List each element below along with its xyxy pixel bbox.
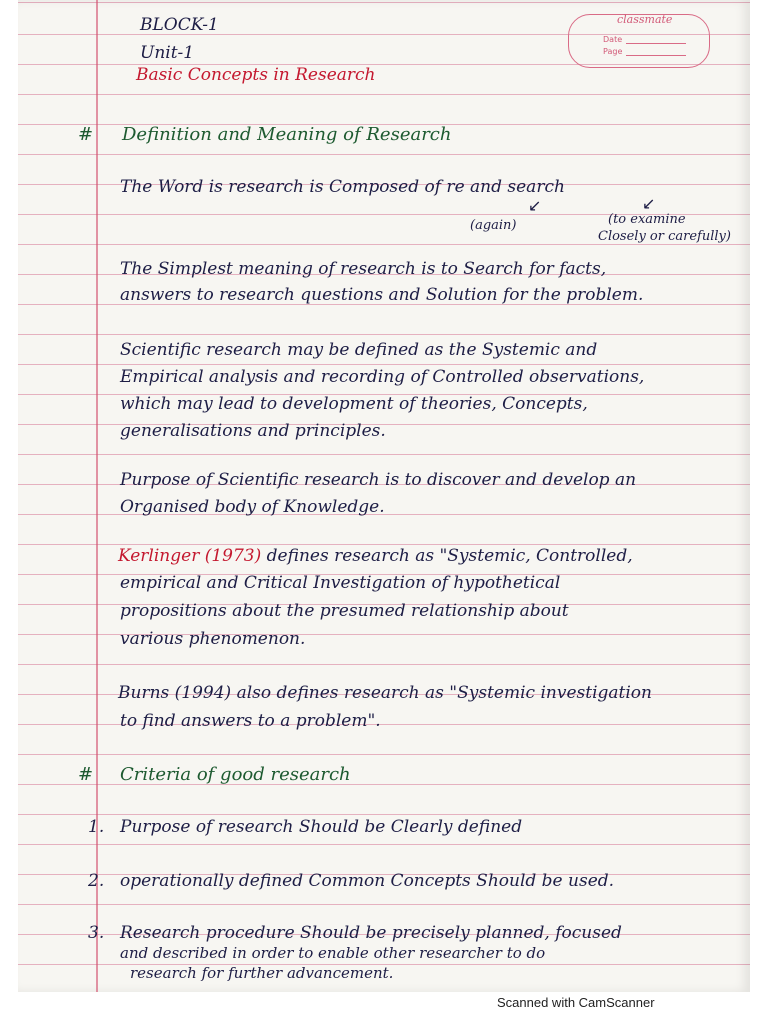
stamp-brand: classmate (617, 13, 673, 26)
scientific-line-4: generalisations and principles. (120, 421, 386, 441)
criteria-item-continued: research for further advancement. (130, 964, 394, 982)
section-heading: Criteria of good research (120, 764, 351, 785)
criteria-item: Purpose of research Should be Clearly defined (120, 817, 523, 837)
block-label: BLOCK-1 (140, 15, 219, 35)
scientific-line-2: Empirical analysis and recording of Controlled observations, (120, 367, 645, 387)
criteria-number: 1. (88, 817, 105, 837)
section-heading: Definition and Meaning of Research (122, 124, 452, 145)
stamp-page-row: Page (603, 47, 686, 56)
section-marker: # (78, 124, 94, 145)
arrow-icon: ↙ (642, 194, 656, 213)
kerlinger-line-4: various phenomenon. (120, 629, 306, 649)
search-note-2: Closely or carefully) (598, 229, 731, 244)
simplest-line-1: The Simplest meaning of research is to Search for facts, (120, 259, 607, 279)
kerlinger-text: defines research as "Systemic, Controlled, (261, 546, 633, 566)
burns-line-2: to find answers to a problem". (120, 711, 381, 731)
burns-line-1: Burns (1994) also defines research as "Systemic investigation (118, 683, 652, 703)
classmate-stamp (568, 14, 710, 68)
simplest-line-2: answers to research questions and Solution for the problem. (120, 285, 644, 305)
kerlinger-line-3: propositions about the presumed relationship about (120, 601, 569, 621)
section-marker: # (78, 764, 94, 785)
scientific-line-1: Scientific research may be defined as the Systemic and (120, 340, 598, 360)
arrow-icon: ↙ (528, 196, 542, 215)
kerlinger-line-2: empirical and Critical Investigation of hypothetical (120, 573, 561, 593)
scientific-line-3: which may lead to development of theories, Concepts, (120, 394, 588, 414)
criteria-item: Research procedure Should be precisely planned, focused (120, 923, 622, 943)
criteria-number: 3. (88, 923, 105, 943)
kerlinger-citation: Kerlinger (1973) (118, 546, 262, 566)
kerlinger-line-1 (118, 541, 633, 571)
re-note: (again) (470, 218, 517, 233)
criteria-item-continued: and described in order to enable other researcher to do (120, 944, 546, 962)
criteria-number: 2. (88, 871, 105, 891)
margin-line (96, 0, 98, 992)
purpose-line-2: Organised body of Knowledge. (120, 497, 385, 517)
page-title: Basic Concepts in Research (136, 65, 376, 85)
purpose-line-1: Purpose of Scientific research is to discover and develop an (120, 470, 637, 490)
criteria-item: operationally defined Common Concepts Should be used. (120, 871, 615, 891)
word-line: The Word is research is Composed of re and search (120, 177, 565, 197)
scanner-watermark: Scanned with CamScanner (497, 995, 655, 1010)
unit-label: Unit-1 (140, 43, 195, 63)
search-note-1: (to examine (608, 212, 686, 227)
notebook-page (18, 0, 750, 992)
stamp-date-row: Date (603, 35, 686, 44)
